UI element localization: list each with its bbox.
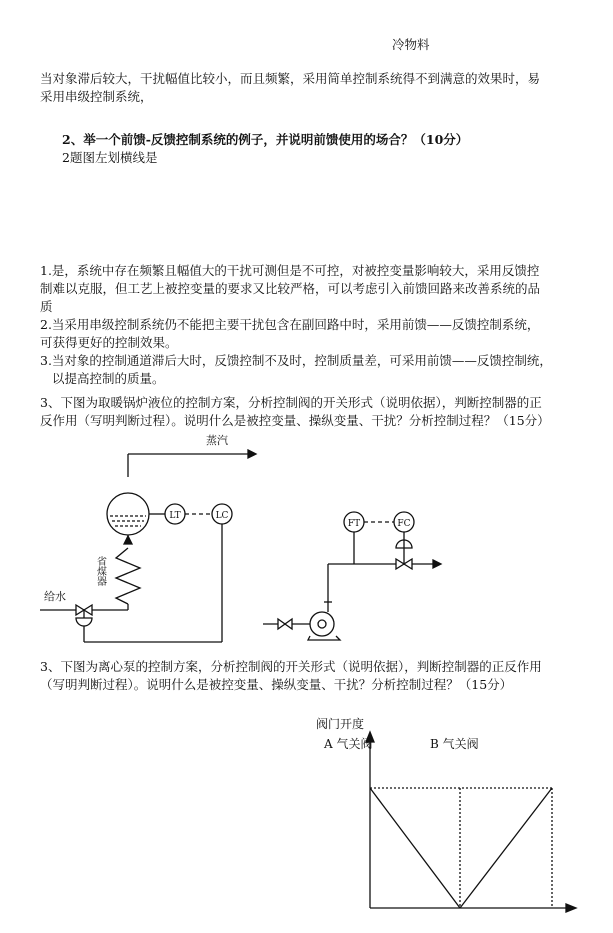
answer-1-line-3: 质	[40, 299, 53, 314]
answer-2-line-2: 可获得更好的控制效果。	[40, 335, 178, 350]
answer-1-line-2: 制难以克服，但工艺上被控变量的要求又比较严格，可以考虑引入前馈回路来改善系统的品	[40, 281, 541, 296]
ft-label: FT	[347, 519, 361, 529]
valve-graph-label-a: A 气关阀	[324, 737, 373, 751]
pump-diagram	[258, 490, 458, 650]
lt-label: LT	[169, 511, 181, 521]
question-3a	[40, 394, 580, 430]
answer-3-line-1: 3.当对象的控制通道滞后大时，反馈控制不及时，控制质量差，可采用前馈——反馈控制统，	[40, 353, 552, 368]
question-3b-line-2: （写明判断过程）。说明什么是被控变量、操纵变量、干扰？分析控制过程？（15分）	[40, 677, 513, 692]
valve-graph-label-b: B 气关阀	[430, 737, 479, 751]
steam-label: 蒸汽	[206, 434, 228, 447]
question-2-note: 2题图左划横线是	[62, 150, 158, 165]
answer-2-line-1: 2.当采用串级控制系统仍不能把主要干扰包含在副回路中时，采用前馈——反馈控制系统，	[40, 317, 540, 332]
answer-1-line-1: 1.是，系统中存在频繁且幅值大的干扰可测但是不可控，对被控变量影响较大，采用反馈控	[40, 263, 540, 278]
question-3a-line-1: 3、下图为取暖锅炉液位的控制方案，分析控制阀的开关形式（说明依据），判断控制器的正	[40, 395, 542, 410]
intro-line-1: 当对象滞后较大，干扰幅值比较小，而且频繁，采用简单控制系统得不到满意的效果时，易	[40, 71, 541, 86]
question-3a-line-2: 反作用（写明判断过程）。说明什么是被控变量、操纵变量、干扰？分析控制过程？（15分）	[40, 413, 550, 428]
intro-line-2: 采用串级控制系统，	[40, 89, 153, 104]
economizer-label: 省煤器	[94, 556, 106, 586]
intro-paragraph	[40, 70, 580, 106]
question-2-prompt: 2、举一个前馈-反馈控制系统的例子，并说明前馈使用的场合？（10分）	[62, 132, 469, 147]
valve-graph	[300, 708, 590, 920]
fc-label: FC	[397, 519, 411, 529]
answers-block	[40, 262, 580, 388]
question-3b-line-1: 3、下图为离心泵的控制方案，分析控制阀的开关形式（说明依据），判断控制器的正反作用	[40, 659, 542, 674]
boiler-diagram	[0, 430, 260, 655]
valve-graph-y-title: 阀门开度	[316, 717, 365, 731]
question-3b	[40, 658, 580, 694]
lc-label: LC	[215, 511, 229, 521]
feedwater-label: 给水	[44, 590, 66, 603]
answer-3-line-2: 以提高控制的质量。	[52, 371, 165, 386]
page-title: 冷物料	[392, 37, 430, 52]
